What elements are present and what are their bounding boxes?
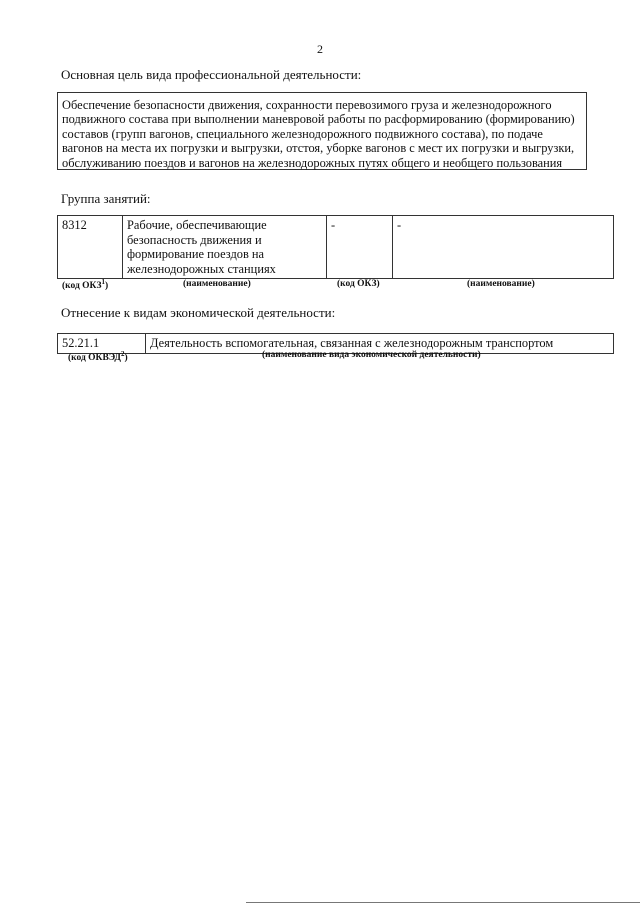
purpose-line: обслуживанию поездов и вагонов на железнодорожных путях общего и необщего пользования [62,155,563,170]
okz-name-caption: (наименование) [183,279,251,289]
okz-code2-cell [327,216,393,279]
okz-name2: - [397,218,402,232]
okved-code: 52.21.1 [62,336,100,350]
okz-name-line: безопасность движения и [127,232,262,247]
purpose-heading: Основная цель вида профессиональной деятельности: [61,67,362,82]
okz-name2-cell [393,216,614,279]
page-number: 2 [317,42,323,56]
okz-code: 8312 [62,218,87,232]
okved-code-caption: (код ОКВЭД$^2$) [68,350,128,364]
okz-code2-caption: (код ОКЗ) [337,279,380,289]
purpose-line: подвижного состава при выполнении маневровой работы по расформированию (формированию) [62,112,575,127]
purpose-line: Обеспечение безопасности движения, сохранности перевозимого груза и железнодорожного [62,98,552,112]
purpose-line: составов (групп вагонов, специального железнодорожного подвижного состава), по подаче [62,126,543,141]
footnote-marker: 2 [120,350,125,358]
purpose-line: вагонов на места их погрузки и выгрузки, отстоя, уборке вагонов с мест их погрузки и выгрузки, [62,141,575,156]
okz-code-caption: (код ОКЗ$^1$) [62,278,109,292]
okz-name2-caption: (наименование) [467,279,535,289]
okved-name-caption: (наименование вида экономической деятельности) [262,350,481,360]
table-row [58,216,614,279]
purpose-box [57,92,587,170]
economic-activity-heading: Отнесение к видам экономической деятельности: [61,305,336,320]
okz-name-line: железнодорожных станциях [127,261,276,276]
occupation-group-table [57,215,614,279]
okved-name: Деятельность вспомогательная, связанная с железнодорожным транспортом [150,336,554,350]
okz-code-cell [58,216,123,279]
occupation-group-heading: Группа занятий: [61,191,151,206]
footnote-marker: 1 [101,278,105,286]
page-edge-line [246,902,640,903]
okz-name-line: Рабочие, обеспечивающие [127,218,267,232]
okz-code2: - [331,218,336,232]
okz-name-cell [123,216,327,279]
okz-name-line: формирование поездов на [127,247,265,262]
